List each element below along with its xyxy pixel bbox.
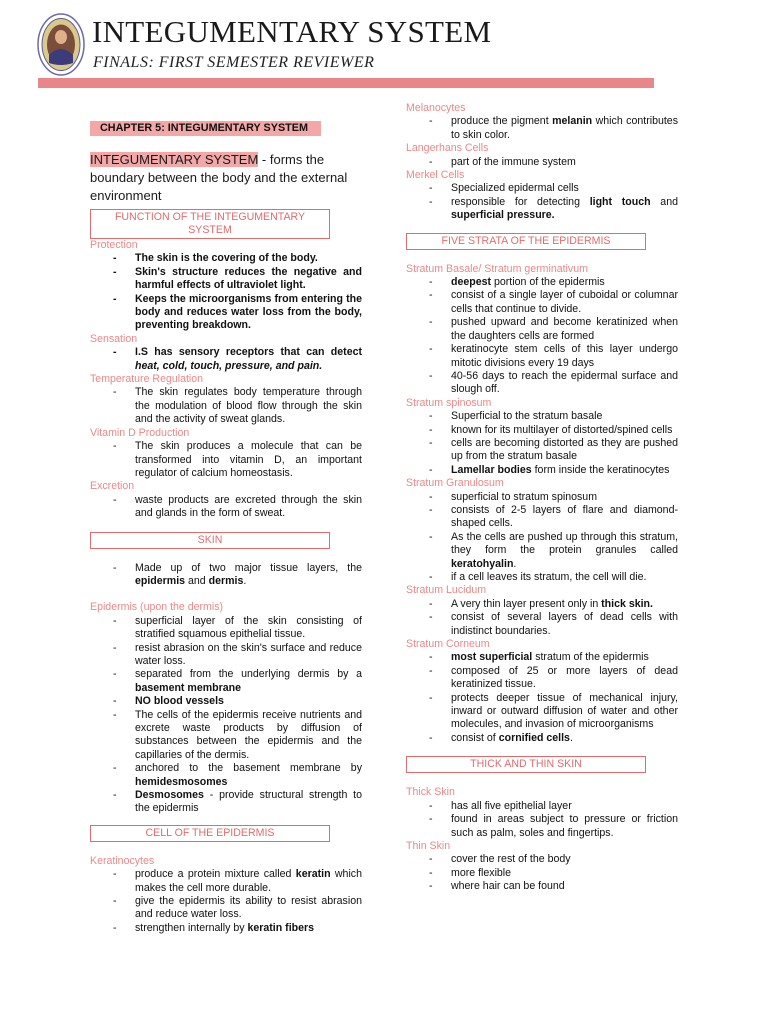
subheading-epidermis: Epidermis (upon the dermis) [90,601,224,614]
list-item: - if a cell leaves its stratum, the cell will die. [451,571,678,584]
spinosum-list [406,410,678,477]
granulosum-list [406,491,678,585]
list-item: - produce the pigment melanin which contributes to skin color. [451,115,678,142]
list-item: - Made up of two major tissue layers, the epidermis and dermis. [135,562,362,589]
subheading-sensation: Sensation [90,332,138,345]
skin-list [90,562,362,589]
list-item: - cells are becoming distorted as they are pushed up from the stratum basale [451,437,678,464]
subheading-stratum-lucidum: Stratum Lucidum [406,584,487,597]
list-item: - consist of several layers of dead cells with indistinct boundaries. [451,611,678,638]
list-item: - Specialized epidermal cells [451,182,678,195]
list-item: - resist abrasion on the skin's surface and reduce water loss. [135,642,362,669]
list-item: - The skin regulates body temperature through the modulation of blood flow through the skin and the activity of sweat glands. [135,386,362,426]
list-item: - part of the immune system [451,156,678,169]
list-item: - A very thin layer present only in thick skin. [451,598,678,611]
list-item: - strengthen internally by keratin fibers [135,922,362,935]
melanocytes-list [406,115,678,142]
lucidum-list [406,598,678,638]
subheading-vitamin-d: Vitamin D Production [90,426,190,439]
list-item: - superficial layer of the skin consisting of stratified squamous epithelial tissue. [135,615,362,642]
list-item: - Desmosomes - provide structural strength to the epidermis [135,789,362,816]
header-rule [38,78,654,88]
list-item: - Keeps the microorganisms from entering the body and reduces water loss from the body, preventing breakdown. [135,293,362,333]
list-item: - has all five epithelial layer [451,800,678,813]
excretion-list [90,494,362,521]
list-item: - superficial to stratum spinosum [451,491,678,504]
list-item: - known for its multilayer of distorted/spined cells [451,424,678,437]
list-item: - Lamellar bodies form inside the keratinocytes [451,464,678,477]
list-item: - separated from the underlying dermis by a basement membrane [135,668,362,695]
corneum-list [406,651,678,745]
list-item: - The skin produces a molecule that can be transformed into vitamin D, an important regulator of calcium homeostasis. [135,440,362,480]
langerhans-list [406,156,678,169]
strata-heading: FIVE STRATA OF THE EPIDERMIS [406,233,646,250]
list-item: - Skin's structure reduces the negative and harmful effects of ultraviolet light. [135,266,362,293]
list-item: - protects deeper tissue of mechanical injury, inward or outward diffusion of water and other molecules, and invasion of microorganisms [451,692,678,732]
subheading-excretion: Excretion [90,480,135,493]
list-item: - I.S has sensory receptors that can detect heat, cold, touch, pressure, and pain. [135,346,362,373]
list-item: - most superficial stratum of the epidermis [451,651,678,664]
list-item: - waste products are excreted through the skin and glands in the form of sweat. [135,494,362,521]
subheading-melanocytes: Melanocytes [406,102,466,114]
keratinocytes-list [90,868,362,935]
lead-term: INTEGUMENTARY SYSTEM [90,152,259,167]
list-item: - consist of a single layer of cuboidal or columnar cells that continue to divide. [451,289,678,316]
list-item: - produce a protein mixture called keratin which makes the cell more durable. [135,868,362,895]
list-item: - The skin is the covering of the body. [135,252,362,265]
list-item: - keratinocyte stem cells of this layer undergo mitotic divisions every 19 days [451,343,678,370]
protection-list [90,252,362,332]
epidermis-list [90,615,362,816]
list-item: - anchored to the basement membrane by hemidesmosomes [135,762,362,789]
list-item: - give the epidermis its ability to resist abrasion and reduce water loss. [135,895,362,922]
right-column [406,102,678,894]
subheading-thin-skin: Thin Skin [406,839,451,852]
list-item: - The cells of the epidermis receive nutrients and excrete waste products by diffusion of substances between the epidermis and the capillaries of the dermis. [135,709,362,763]
subheading-stratum-spinosum: Stratum spinosum [406,396,492,409]
list-item: - consists of 2-5 layers of flare and diamond-shaped cells. [451,504,678,531]
cell-heading: CELL OF THE EPIDERMIS [90,825,330,842]
subheading-stratum-basale: Stratum Basale/ Stratum germinativum [406,262,588,275]
list-item: - composed of 25 or more layers of dead keratinized tissue. [451,665,678,692]
list-item: - NO blood vessels [135,695,362,708]
subheading-stratum-granulosum: Stratum Granulosum [406,477,504,490]
school-seal-logo [37,13,85,76]
list-item: - found in areas subject to pressure or friction such as palm, soles and fingertips. [451,813,678,840]
thick-skin-list [406,800,678,840]
list-item: - responsible for detecting light touch and superficial pressure. [451,196,678,223]
subheading-langerhans: Langerhans Cells [406,142,489,155]
list-item: - cover the rest of the body [451,853,678,866]
lead-text: - forms the boundary between the body and the external environment [90,152,348,203]
list-item: - consist of cornified cells. [451,732,678,745]
temperature-list [90,386,362,426]
skin-heading: SKIN [90,532,330,549]
lead-definition [90,151,362,205]
subheading-keratinocytes: Keratinocytes [90,854,155,867]
document-subtitle: FINALS: FIRST SEMESTER REVIEWER [93,54,375,71]
list-item: - As the cells are pushed up through this stratum, they form the protein granules called keratohyalin. [451,531,678,571]
thick-thin-heading: THICK AND THIN SKIN [406,756,646,773]
list-item: - deepest portion of the epidermis [451,276,678,289]
list-item: - pushed upward and become keratinized when the daughters cells are formed [451,316,678,343]
sensation-list [90,346,362,373]
list-item: - where hair can be found [451,880,678,893]
subheading-protection: Protection [90,239,138,251]
list-item: - 40-56 days to reach the epidermal surface and slough off. [451,370,678,397]
list-item: - Superficial to the stratum basale [451,410,678,423]
vitamin-list [90,440,362,480]
left-column [90,115,362,935]
chapter-heading: CHAPTER 5: INTEGUMENTARY SYSTEM [90,121,321,136]
subheading-thick-skin: Thick Skin [406,786,455,799]
merkel-list [406,182,678,222]
document-title: INTEGUMENTARY SYSTEM [92,14,492,49]
list-item: - more flexible [451,867,678,880]
basale-list [406,276,678,397]
thin-skin-list [406,853,678,893]
subheading-temperature: Temperature Regulation [90,373,204,386]
function-heading: FUNCTION OF THE INTEGUMENTARY SYSTEM [90,209,330,239]
subheading-merkel: Merkel Cells [406,169,465,182]
subheading-stratum-corneum: Stratum Corneum [406,638,490,651]
